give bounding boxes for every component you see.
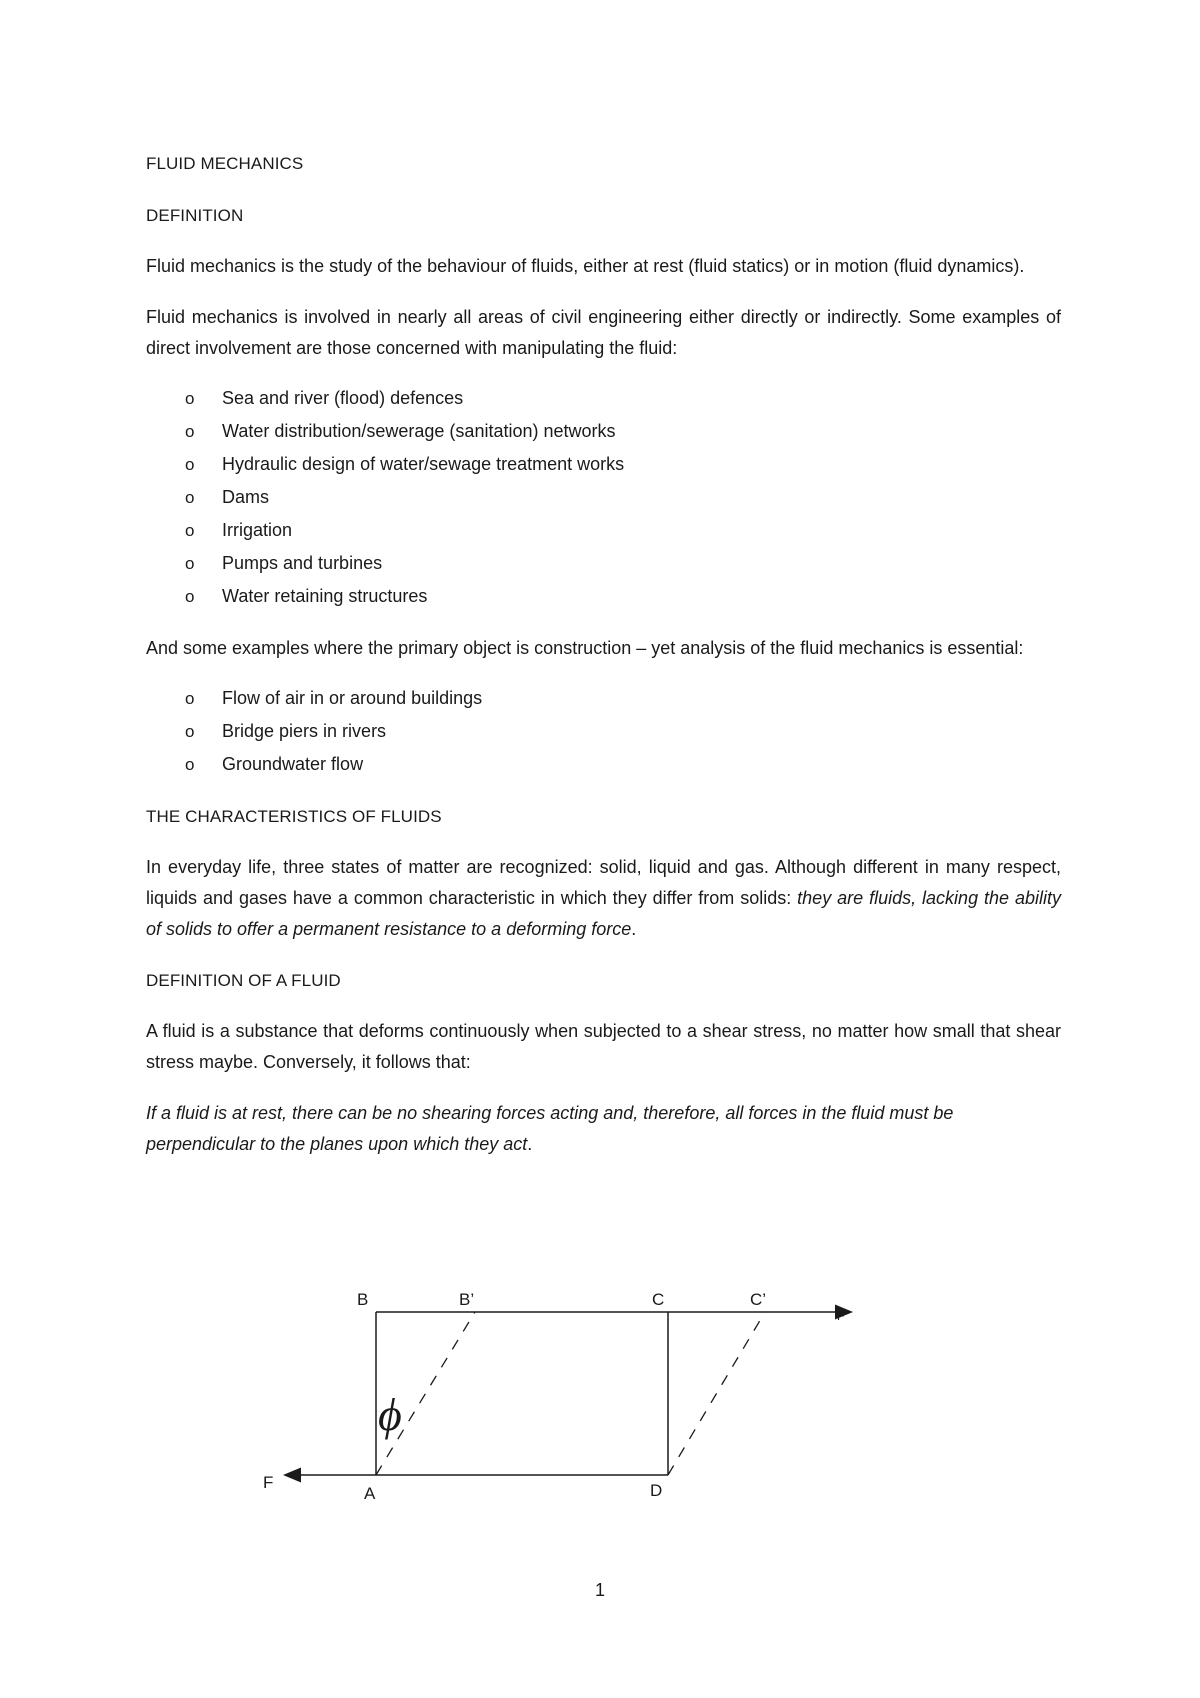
paragraph-involvement: Fluid mechanics is involved in nearly all areas of civil engineering either directly or indirectly. Some examples of direct involvement are those concerned with manipulating the fluid:: [146, 307, 1061, 358]
list-item: [146, 682, 1061, 715]
list-item-text: Water retaining structures: [222, 586, 428, 606]
shear-deformation-diagram: [0, 1280, 1200, 1510]
heading-characteristics: THE CHARACTERISTICS OF FLUIDS: [146, 807, 442, 826]
label-phi: ϕ: [378, 1389, 402, 1440]
deformed-edge-dc-prime: [668, 1312, 765, 1475]
bullet-marker: o: [185, 722, 195, 741]
paragraph-fluid-definition: A fluid is a substance that deforms continuously when subjected to a shear stress, no matter how small that shear stress maybe. Conversely, it follows that:: [146, 1021, 1061, 1072]
construction-examples-list: [146, 682, 1061, 781]
list-item: [146, 382, 1061, 415]
paragraph-definition: Fluid mechanics is the study of the behaviour of fluids, either at rest (fluid statics) or in motion (fluid dynamics).: [146, 256, 1025, 276]
label-b: B: [357, 1290, 369, 1309]
heading-fluid-definition: DEFINITION OF A FLUID: [146, 971, 341, 990]
label-d: D: [650, 1481, 663, 1500]
heading-definition: DEFINITION: [146, 206, 244, 225]
fluid-at-rest-period: .: [527, 1134, 533, 1154]
bullet-marker: o: [185, 755, 195, 774]
paragraph-construction: And some examples where the primary object is construction – yet analysis of the fluid mechanics is essential:: [146, 638, 1024, 658]
document-title: FLUID MECHANICS: [146, 154, 304, 173]
characteristics-text: In everyday life, three states of matter are recognized: solid, liquid and gas. Although different in many respect, liquids and gases have a common characteristic in which they differ from solids:: [146, 857, 1061, 908]
list-item: [146, 748, 1061, 781]
paragraph-characteristics: [146, 852, 1061, 945]
bullet-marker: o: [185, 422, 195, 441]
list-item-text: Irrigation: [222, 520, 293, 540]
label-f-left: F: [263, 1473, 274, 1492]
list-item-text: Dams: [222, 487, 270, 507]
characteristics-period: .: [631, 919, 637, 939]
list-item: [146, 448, 1061, 481]
direct-involvement-list: [146, 382, 1061, 613]
paragraph-fluid-at-rest: [146, 1098, 1061, 1160]
list-item: [146, 580, 1061, 613]
list-item: [146, 415, 1061, 448]
page-number: 1: [594, 1580, 605, 1600]
list-item-text: Flow of air in or around buildings: [222, 688, 483, 708]
bullet-marker: o: [185, 587, 195, 606]
bullet-marker: o: [185, 389, 195, 408]
bullet-marker: o: [185, 554, 195, 573]
bullet-marker: o: [185, 455, 195, 474]
list-item: [146, 481, 1061, 514]
list-item: [146, 547, 1061, 580]
list-item: [146, 715, 1061, 748]
list-item-text: Pumps and turbines: [222, 553, 383, 573]
list-item-text: Bridge piers in rivers: [222, 721, 387, 741]
characteristics-italic-text: they are fluids, lacking the ability of solids to offer a permanent resistance to a deforming force: [146, 888, 1062, 939]
list-item: [146, 514, 1061, 547]
label-f-right: F: [837, 1309, 845, 1323]
fluid-at-rest-italic-text: If a fluid is at rest, there can be no shearing forces acting and, therefore, all forces in the fluid must be perpendicular to the planes upon which they act: [146, 1103, 954, 1154]
label-c-prime: C’: [750, 1290, 767, 1309]
list-item-text: Hydraulic design of water/sewage treatment works: [222, 454, 625, 474]
bullet-marker: o: [185, 689, 195, 708]
list-item-text: Water distribution/sewerage (sanitation) networks: [222, 421, 616, 441]
document-body: [146, 148, 1061, 1160]
label-a: A: [364, 1484, 376, 1503]
list-item-text: Groundwater flow: [222, 754, 364, 774]
list-item-text: Sea and river (flood) defences: [222, 388, 464, 408]
bullet-marker: o: [185, 488, 195, 507]
bullet-marker: o: [185, 521, 195, 540]
label-c: C: [652, 1290, 665, 1309]
label-b-prime: B’: [459, 1290, 475, 1309]
